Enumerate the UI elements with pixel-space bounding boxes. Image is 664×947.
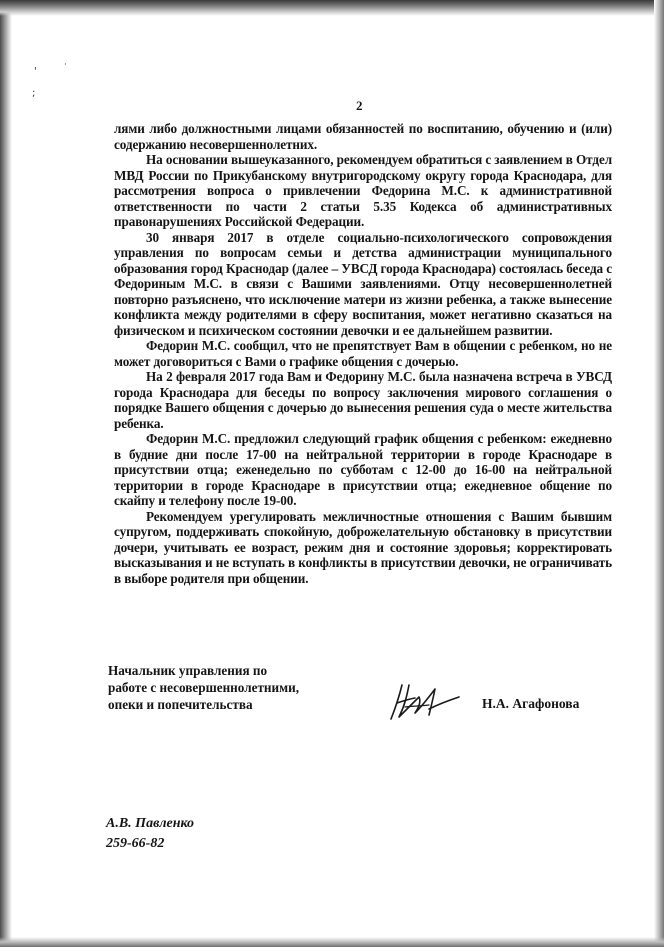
paragraph-recommendation-mvd: На основании вышеуказанного, рекомендуем обратиться с заявлением в Отдел МВД России по Прикубанскому внутригородскому округу города Краснодара, для рассмотрения вопроса о привлечении Федорина М.С. к административной ответственности по части 2 статьи 5.35 Кодекса об административных правонарушениях Российской Федерации. xyxy=(114,152,612,229)
signatory-title-line: работе с несовершеннолетними, xyxy=(108,680,299,695)
executor-name: А.В. Павленко xyxy=(106,816,195,831)
executor-phone: 259-66-82 xyxy=(106,836,165,851)
paragraph-recommendations: Рекомендуем урегулировать межличностные отношения с Вашим бывшим супругом, поддерживать спокойную, доброжелательную обстановку в присутствии дочери, учитывать ее возраст, режим дня и состояние здоровья; корректировать высказывания и не вступать в конфликты в присутствии девочки, не ограничивать в выборе родителя при общении. xyxy=(114,508,612,586)
signatory-title xyxy=(108,662,299,713)
scan-shadow-right xyxy=(654,0,664,947)
paragraph-continuation: лями либо должностными лицами обязанностей по воспитанию, обучению и (или) содержанию несовершеннолетних. xyxy=(114,121,612,152)
signer-name: Н.А. Агафонова xyxy=(482,696,580,711)
letter-body xyxy=(114,121,612,586)
paragraph-meeting-february: На 2 февраля 2017 года Вам и Федорину М.С. была назначена встреча в УВСД города Краснодара для беседы по вопросу заключения мирового соглашения о порядке Вашего общения с дочерью до вынесения решения суда о месте жительства ребенка. xyxy=(114,369,612,431)
scan-shadow-left xyxy=(0,0,12,947)
paragraph-visitation-schedule: Федорин М.С. предложил следующий график общения с ребенком: ежедневно в будние дни после 17-00 на нейтральной территории в городе Краснодаре в присутствии отца; еженедельно по субботам с 12-00 до 16-00 на нейтральной территории в городе Краснодаре в присутствии отца; ежедневное общение по скайпу и телефону после 19-00. xyxy=(114,431,612,508)
margin-mark: ; xyxy=(32,88,36,99)
paragraph-meeting-january: 30 января 2017 в отделе социально-психологического сопровождения управления по вопросам семьи и детства администрации муниципального образования город Краснодар (далее – УВСД города Краснодара) состоялась беседа с Федориным М.С. в связи с Вашими заявлениями. Отцу несовершеннолетней повторно разъяснено, что исключение матери из жизни ребенка, а также вынесение конфликта между родителями в сферу воспитания, может негативно сказаться на физическом и психическом состоянии девочки и ее дальнейшем развитии. xyxy=(114,229,612,338)
margin-mark: ' xyxy=(34,66,37,77)
signatory-title-line: Начальник управления по xyxy=(108,663,268,678)
margin-mark: · xyxy=(64,60,67,70)
scan-shadow-bottom xyxy=(0,937,664,947)
page-number: 2 xyxy=(356,98,363,113)
signatory-title-line: опеки и попечительства xyxy=(108,697,253,712)
executor-info xyxy=(106,814,194,854)
handwritten-signature xyxy=(385,679,465,721)
scan-shadow-top xyxy=(0,0,664,16)
paragraph-father-statement: Федорин М.С. сообщил, что не препятствует Вам в общении с ребенком, но не может договориться с Вами о графике общения с дочерью. xyxy=(114,338,612,369)
